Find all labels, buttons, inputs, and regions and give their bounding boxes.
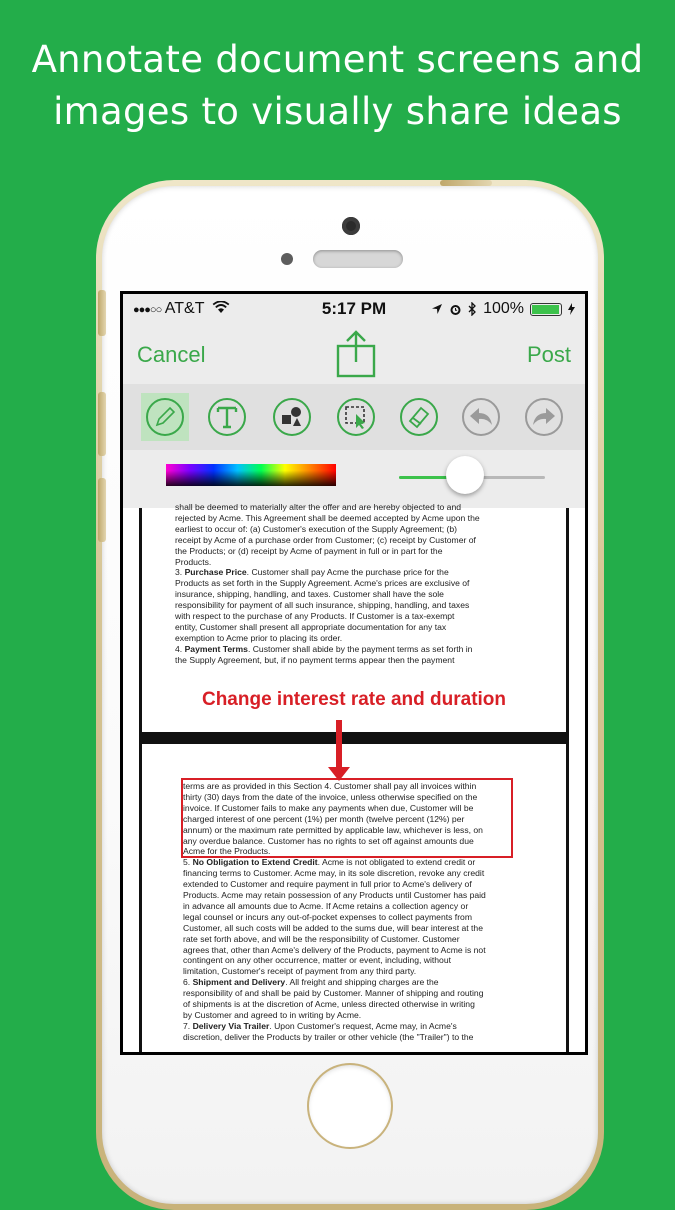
document-text-line: rejected by Acme. This Agreement shall be deemed accepted by Acme upon the — [175, 512, 480, 523]
pencil-tool[interactable] — [141, 393, 189, 441]
document-text-line: the Supply Agreement, but, if no payment terms appear then the payment — [175, 654, 455, 665]
document-text-line: exemption to Acme prior to placing its order. — [175, 632, 343, 643]
cancel-button[interactable]: Cancel — [137, 342, 206, 367]
select-icon — [336, 397, 376, 437]
redo-icon — [524, 397, 564, 437]
volume-down-button — [98, 478, 106, 542]
document-text-line: Products. — [175, 556, 212, 567]
stroke-width-thumb[interactable] — [446, 456, 484, 494]
document-text-line: responsibility of and shall be paid by Customer. Manner of shipping and routing — [183, 988, 484, 999]
page-border-right — [566, 508, 569, 1052]
headline-line-2: images to visually share ideas — [53, 90, 622, 133]
document-text-line: contingent on any other occurrence, matter or event, including, without — [183, 955, 451, 966]
document-text-line: the Products; or (d) receipt by Acme of payment in full or in part for the — [175, 545, 443, 556]
navigation-bar — [123, 324, 585, 384]
annotation-toolbar — [123, 384, 585, 450]
document-text-line: Customer, all such costs will be added to the sums due, will bear interest at the — [183, 922, 483, 933]
document-text-line: Products as set forth in the Supply Agreement. Acme's prices are exclusive of — [175, 578, 470, 589]
document-text-line: agrees that, other than Acme's delivery of the Products, payment to Acme is not — [183, 944, 486, 955]
document-text-line: 3. Purchase Price. Customer shall pay Acme the purchase price for the — [175, 567, 449, 578]
phone-screen — [120, 291, 588, 1055]
document-text-line: shall be deemed to materially alter the offer and are hereby objected to and — [175, 502, 462, 512]
app-screen — [123, 294, 585, 1052]
text-icon — [207, 397, 247, 437]
mute-switch — [98, 290, 106, 336]
document-text-line: charged interest of one percent (1%) per month (twelve percent (12%) per — [183, 813, 465, 824]
charging-icon — [568, 303, 575, 315]
document-text-line: in advance all amounts due to Acme. If Acme retains a collection agency or — [183, 900, 469, 911]
annotation-arrow-shaft[interactable] — [336, 720, 342, 770]
document-text-line: limitation, Customer's receipt of payment from any third party. — [183, 966, 417, 977]
undo-icon — [461, 397, 501, 437]
document-text-line: 6. Shipment and Delivery. All freight and shipping charges are the — [183, 977, 439, 988]
page-border-left — [139, 508, 142, 1052]
share-icon[interactable] — [335, 330, 377, 378]
annotation-callout-text[interactable]: Change interest rate and duration — [201, 689, 507, 710]
document-text-line: of shipments is at the discretion of Acme, unless directed otherwise in writing — [183, 999, 475, 1009]
shapes-tool[interactable] — [268, 393, 316, 441]
document-text-line: 7. Delivery Via Trailer. Upon Customer's request, Acme may, in Acme's — [183, 1020, 457, 1031]
document-canvas[interactable] — [123, 502, 585, 1052]
eraser-tool[interactable] — [395, 393, 443, 441]
pencil-icon — [145, 397, 185, 437]
document-text-line: entity, Customer shall present all appropriate documentation for any tax — [175, 621, 447, 632]
location-icon — [431, 303, 443, 315]
battery-icon — [530, 303, 562, 316]
post-button[interactable]: Post — [526, 342, 571, 367]
page-break — [139, 732, 569, 744]
color-spectrum-picker[interactable] — [166, 464, 336, 486]
promo-headline — [0, 34, 675, 138]
document-text-line: receipt by Acme of a purchase order from Customer; (c) receipt by Customer of — [175, 534, 476, 545]
document-text-line: discretion, deliver the Products by trailer or other vehicle (the "Trailer") to the — [183, 1031, 474, 1042]
volume-up-button — [98, 392, 106, 456]
document-text-line: by Customer and agreed to in writing by Acme. — [183, 1009, 362, 1020]
shapes-icon — [272, 397, 312, 437]
status-right — [431, 300, 575, 318]
document-text-line: rate set forth above, and will be the responsibility of Customer. Customer — [183, 933, 460, 944]
bluetooth-icon — [468, 302, 477, 316]
clock: 5:17 PM — [321, 299, 387, 318]
select-tool[interactable] — [332, 393, 380, 441]
document-text-line: with respect to the purchase of any Products. If Customer is a tax-exempt — [175, 611, 455, 621]
document-text-line: insurance, shipping, handling, and taxes. Customer shall have the sole — [175, 589, 444, 600]
proximity-sensor — [281, 253, 293, 265]
document-text-line: legal counsel or incurs any out-of-pocket expenses to collect payments from — [183, 911, 472, 922]
document-text-line: thirty (30) days from the date of the invoice, unless otherwise specified on the — [183, 791, 478, 802]
undo-tool[interactable] — [457, 393, 505, 441]
carrier-name: AT&T — [164, 300, 205, 317]
document-text-line: any overdue balance. Customer has no rights to set off against amounts due — [183, 835, 474, 846]
document-text-line: Acme for the Products. — [183, 846, 271, 857]
document-text-line: financing terms to Customer. Acme may, in its sole discretion, revoke any credit — [183, 868, 485, 879]
document-text-line: Products. Acme may retain possession of any Products until Customer has paid — [183, 890, 486, 900]
battery-fill — [532, 305, 559, 314]
front-camera — [342, 217, 360, 235]
battery-percent: 100% — [483, 300, 524, 317]
document-text-line: extended to Customer and require payment in full prior to Acme's delivery of — [183, 879, 472, 890]
power-button — [440, 180, 492, 186]
color-and-width-row — [123, 450, 585, 508]
document-text-line: earliest to occur of: (a) Customer's execution of the Supply Agreement; (b) — [175, 523, 458, 534]
earpiece-speaker — [313, 250, 403, 268]
text-tool[interactable] — [203, 393, 251, 441]
document-text-line: invoice. If Customer fails to make any payments when due, Customer will be — [183, 802, 474, 813]
home-button[interactable] — [307, 1063, 393, 1149]
signal-dots: ●●●○○ — [133, 304, 162, 316]
document-text-line: responsibility for payment of all such insurance, shipping, handling, and taxes — [175, 600, 470, 611]
document-text-line: 4. Payment Terms. Customer shall abide by the payment terms as set forth in — [175, 643, 473, 654]
alarm-icon — [449, 303, 462, 316]
document-text-line: annum) or the maximum rate permitted by applicable law, whichever is less, on — [183, 824, 483, 835]
headline-line-1: Annotate document screens and — [31, 38, 644, 81]
eraser-icon — [399, 397, 439, 437]
document-text-line: terms are as provided in this Section 4. Customer shall pay all invoices within — [183, 781, 477, 791]
redo-tool[interactable] — [520, 393, 568, 441]
document-text-line: 5. No Obligation to Extend Credit. Acme is not obligated to extend credit or — [183, 857, 476, 868]
status-bar — [123, 294, 585, 324]
